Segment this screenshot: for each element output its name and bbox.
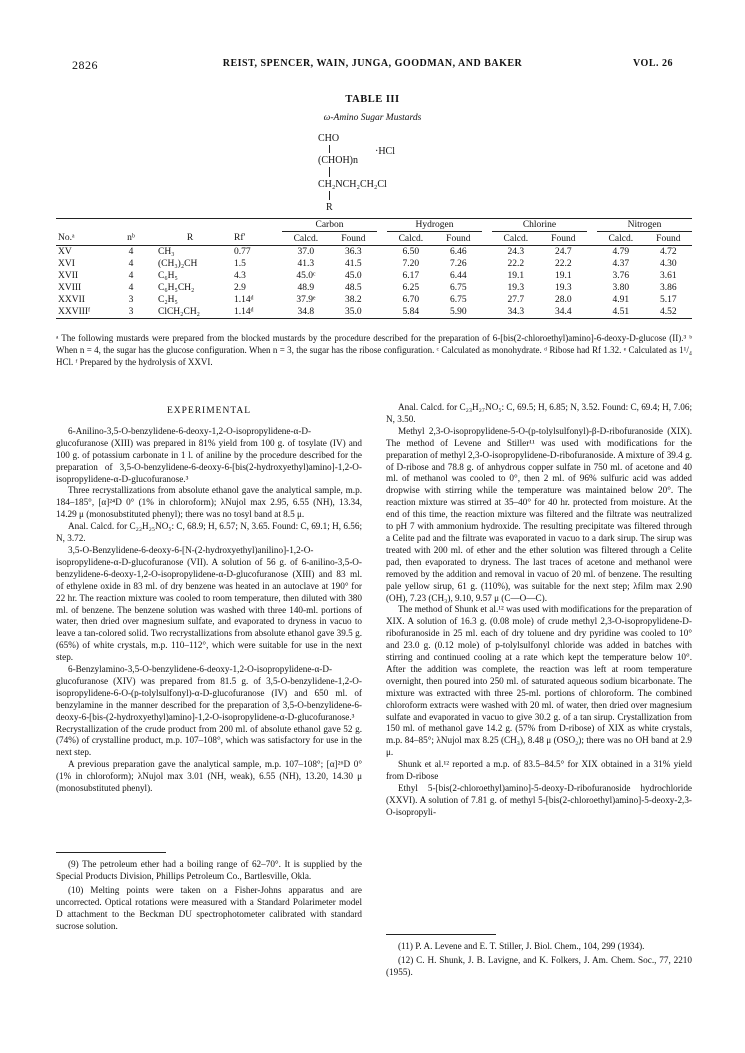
formula-bond-2	[329, 167, 330, 177]
table-body	[56, 246, 692, 319]
formula-hcl: ·HCl	[375, 146, 395, 157]
col-header-no: No.ᵃ	[56, 232, 114, 246]
col-header-cl-found: Found	[540, 232, 587, 246]
table-cell: 4.79	[612, 247, 630, 257]
table-cell: 7.20	[402, 259, 420, 269]
table-cell: 19.1	[555, 271, 572, 281]
page-number: 2826	[72, 58, 98, 72]
left-column	[56, 402, 362, 795]
table-cell: 35.0	[330, 306, 377, 319]
paragraph: 3,5-O-Benzylidene-6-deoxy-6-[N-(2-hydroxyethyl)anilino]-1,2-O-isopropylidene-α-D-glucofuranose (VII). A solution of 56 g. of 6-anilino-3,5-O-benzylidene-6-deoxy-1,2-O-isopropylidene-α-D-glucofuranose (XIII) and 83 ml. of ethylene oxide in 83 ml. of dry benzene was heated in an autoclave at 190° for 22 hr. The reaction mixture was cooled to room temperature, then diluted with 380 ml. of benzene. The benzene solution was washed with three 140-ml. portions of water, then dried over magnesium sulfate, and evaporated to dryness in vacuo to leave a tan-colored solid. Two recrystallizations from absolute ethanol gave 39.5 g. (65%) of white crystals, m.p. 110–112°, which were suitable for use in the next step.	[56, 544, 362, 663]
section-heading: EXPERIMENTAL	[166, 406, 252, 416]
table-cell: 6.75	[450, 283, 467, 293]
table-cell: 3.80	[612, 283, 630, 293]
table-cell: 4.91	[612, 295, 630, 305]
table-subtitle: ω-Amino Sugar Mustards	[323, 113, 422, 123]
table-cell: 2.9	[234, 283, 246, 293]
table-cell: 34.3	[492, 306, 540, 319]
table-cell: 6.17	[402, 271, 420, 281]
footnotes-right	[386, 940, 692, 980]
volume-label: VOL. 26	[633, 58, 673, 69]
table-cell: XVI	[58, 259, 75, 269]
table-cell: 1.14ᵈ	[232, 306, 282, 319]
col-header-c-found: Found	[330, 232, 377, 246]
table-cell: C₂H₅	[158, 295, 178, 305]
table-cell: 34.4	[540, 306, 587, 319]
table-cell: 4	[128, 259, 134, 269]
table-cell: 45.0	[345, 271, 362, 281]
group-header-carbon: Carbon	[282, 219, 377, 232]
table-cell: ClCH₂CH₂	[148, 306, 232, 319]
col-header-r: R	[148, 232, 232, 246]
table-row	[56, 282, 692, 294]
footnote: (9) The petroleum ether had a boiling range of 62–70°. It is supplied by the Special Products Division, Phillips Petroleum Co., Bartlesville, Okla.	[56, 859, 362, 881]
table-cell: 4.37	[612, 259, 630, 269]
paragraph: 6-Benzylamino-3,5-O-benzylidene-6-deoxy-1,2-O-isopropylidene-α-D-glucofuranose (XIV) was prepared from 81.5 g. of 3,5-O-benzylidene-1,2-O-isopropylidene-6-O-(p-tolylsulfonyl)-α-D-glucofuranose (IV) and 650 ml. of benzylamine in the manner described for the preparation of 3,5-O-benzylidene-6-deoxy-6-[bis-(2-hydroxyethyl)amino]-1,2-O-isopropylidene-α-D-glucofuranose.³ Recrystallization of the crude product from 200 ml. of absolute ethanol gave 52 g. (74%) of crystalline product, m.p. 107–108°, which was satisfactory for use in the next step.	[56, 664, 362, 758]
table-cell: 3	[128, 295, 134, 305]
table-cell: 4	[128, 283, 134, 293]
formula-line-1: CHO	[318, 133, 340, 144]
paragraph: Anal. Calcd. for C₂₃H₂₇NO₅: C, 69.5; H, 6.85; N, 3.52. Found: C, 69.4; H, 7.06; N, 3.50.	[386, 402, 692, 424]
table-footnote: ᵃ The following mustards were prepared from the blocked mustards by the procedure described for the preparation of 6-[bis(2-chloroethyl)amino]-6-deoxy-D-glucose (II).³ ᵇ When n = 4, the sugar has the glucose configuration. When n = 3, the sugar has the ribose configuration. ᶜ Calculated as monohydrate. ᵈ Ribose had Rf 1.32. ᵉ Calculated as 1¹/₄ HCl. ᶠ Prepared by the hydrolysis of XXVI.	[56, 333, 692, 367]
table-cell: 5.84	[387, 306, 435, 319]
table-cell: 3.76	[612, 271, 630, 281]
table-row	[56, 294, 692, 306]
paragraph: Methyl 2,3-O-isopropylidene-5-O-(p-tolylsulfonyl)-β-D-ribofuranoside (XIX). The method of Levene and Stiller¹¹ was used with modifications for the preparation of methyl 2,3-O-isopropylidene-D-ribofuranoside. A mixture of 39.4 g. of D-ribose and 78.8 g. of anhydrous copper sulfate in 750 ml. of acetone and 40 ml. of methanol was cooled to 0°, then 2 ml. of 96% sulfuric acid was added dropwise with stirring while the temperature was maintained below 20°. The reaction mixture was stirred at 35–40° for 40 hr. protected from moisture. At the end of this time, the reaction mixture was filtered and the filtrate was neutralized to pH 7 with ammonium hydroxide. The resulting precipitate was filtered through a Celite pad and the filtrate was evaporated in vacuo to a dark sirup. The sirup was treated with 200 ml. of ether and the ether solution was filtered through a Celite pad, then evaporated to dryness. The last traces of acetone and methanol were removed by the addition and removal in vacuo of 20 ml. of benzene. The resulting pale yellow sirup, 61 g. (110%), was suitable for the next step; λfilm max 2.90 (OH), 7.23 (CH₃), 9.10, 9.57 μ (C—O—C).	[386, 425, 692, 603]
footnotes-left	[56, 858, 362, 934]
table-cell: 6.70	[402, 295, 420, 305]
table-cell: 4.72	[660, 247, 677, 257]
footnote: (10) Melting points were taken on a Fisher-Johns apparatus and are uncorrected. Optical rotations were measured with a Standard Polarimeter model D attachment to the Beckman DU spectrophotometer calibrated with standard sucrose solution.	[56, 885, 362, 931]
formula-line-3: CH₂NCH₂CH₂Cl	[318, 179, 387, 190]
table-cell: 4.51	[597, 306, 645, 319]
table-title: TABLE III	[345, 94, 400, 105]
table-cell: C₆H₅	[158, 271, 178, 281]
paragraph: A previous preparation gave the analytical sample, m.p. 107–108°; [α]²⁶D 0° (1% in chloroform); λNujol max 3.01 (NH, weak), 6.55 (NH), 13.20, 14.30 μ (monosubstituted phenyl).	[56, 759, 362, 794]
table-cell: 48.5	[345, 283, 362, 293]
table-cell: 6.25	[402, 283, 420, 293]
paragraph: Anal. Calcd. for C₂₂H₂₅NO₅: C, 68.9; H, 6.57; N, 3.65. Found: C, 69.1; H, 6.56; N, 3.72.	[56, 521, 362, 544]
footnote-divider-right	[386, 934, 496, 935]
footnote-divider-left	[56, 852, 166, 853]
table-row	[56, 270, 692, 282]
table-cell: 48.9	[297, 283, 315, 293]
table-cell: 4.30	[660, 259, 677, 269]
table-cell: 6.50	[402, 247, 420, 257]
table-cell: 41.5	[345, 259, 362, 269]
table-cell: 24.7	[555, 247, 572, 257]
table-cell: 5.90	[435, 306, 482, 319]
formula-line-2: (CHOH)n	[318, 155, 358, 166]
table-cell: XVIII	[58, 283, 82, 293]
col-header-rf: Rf'	[232, 232, 282, 246]
table-cell: XXVIIIᶠ	[56, 306, 114, 319]
table-cell: 22.2	[507, 259, 525, 269]
table-cell: (CH₃)₂CH	[158, 259, 198, 269]
col-header-n-found: Found	[645, 232, 692, 246]
table-cell: 5.17	[660, 295, 677, 305]
table-cell: 3.86	[660, 283, 677, 293]
table-cell: 34.8	[282, 306, 330, 319]
table-row	[56, 306, 692, 319]
footnote: (12) C. H. Shunk, J. B. Lavigne, and K. Folkers, J. Am. Chem. Soc., 77, 2210 (1955).	[386, 955, 692, 977]
mustard-table	[56, 218, 692, 319]
formula-line-4: R	[326, 202, 333, 213]
group-header-hydrogen: Hydrogen	[387, 219, 482, 232]
table-cell: 6.44	[450, 271, 467, 281]
table-cell: 36.3	[345, 247, 362, 257]
col-header-cl-calcd: Calcd.	[492, 232, 540, 246]
table-cell: 38.2	[345, 295, 362, 305]
group-header-chlorine: Chlorine	[492, 219, 587, 232]
table-cell: 4.52	[645, 306, 692, 319]
formula-bond-3	[329, 191, 330, 200]
table-cell: 41.3	[297, 259, 315, 269]
structural-formula	[318, 131, 478, 217]
table-cell: 24.3	[507, 247, 525, 257]
table-cell: 4.3	[234, 271, 246, 281]
paragraph: Ethyl 5-[bis(2-chloroethyl)amino]-5-deoxy-D-ribofuranoside hydrochloride (XXVI). A solution of 7.81 g. of methyl 5-[bis(2-chloroethyl)amino]-5-deoxy-2,3-O-isopropyli-	[386, 783, 692, 817]
table-cell: 37.9ᵉ	[296, 295, 316, 305]
formula-bond-1	[329, 145, 330, 153]
table-cell: XXVII	[58, 295, 85, 305]
table-cell: 22.2	[555, 259, 572, 269]
table-cell: 6.46	[450, 247, 467, 257]
table-cell: C₆H₅CH₂	[158, 283, 195, 293]
table-cell: 27.7	[507, 295, 525, 305]
right-column	[386, 402, 692, 819]
table-cell: 28.0	[555, 295, 572, 305]
paragraph: 6-Anilino-3,5-O-benzylidene-6-deoxy-1,2-O-isopropylidene-α-D-glucofuranose (XIII) was prepared in 81% yield from 100 g. of tosylate (IV) and 100 g. of potassium carbonate in 1 l. of aniline by the procedure described for the preparation of 3,5-O-benzylidene-6-deoxy-6-[bis(2-hydroxyethyl)amino]-1,2-O-isopropylidene-α-D-glucofuranose.³	[56, 425, 362, 484]
table-cell: 4	[128, 271, 134, 281]
paragraph: Three recrystallizations from absolute ethanol gave the analytical sample, m.p. 184–185°, [α]²⁴D 0° (1% in chloroform); λNujol max 2.95, 6.55 (NH), 13.34, 14.29 μ (monosubstituted phenyl); there was no tosyl band at 8.5 μ.	[56, 485, 362, 520]
table-cell: 1.14ᵈ	[234, 295, 254, 305]
table-row	[56, 258, 692, 270]
group-header-nitrogen: Nitrogen	[597, 219, 692, 232]
col-header-n: nᵇ	[114, 232, 148, 246]
table-cell: 1.5	[234, 259, 246, 269]
col-header-c-calcd: Calcd.	[282, 232, 330, 246]
footnote: (11) P. A. Levene and E. T. Stiller, J. Biol. Chem., 104, 299 (1934).	[398, 941, 645, 951]
table-cell: 3.61	[660, 271, 677, 281]
table-cell: 19.1	[507, 271, 525, 281]
table-cell: 19.3	[507, 283, 525, 293]
running-header	[72, 58, 673, 74]
table-row	[56, 246, 692, 259]
table-cell: 37.0	[297, 247, 315, 257]
col-header-h-calcd: Calcd.	[387, 232, 435, 246]
table-cell: XVII	[58, 271, 79, 281]
col-header-n-calcd: Calcd.	[597, 232, 645, 246]
author-list: REIST, SPENCER, WAIN, JUNGA, GOODMAN, AND BAKER	[222, 58, 523, 69]
table-cell: 0.77	[234, 247, 251, 257]
table-cell: CH₃	[158, 247, 175, 257]
col-header-h-found: Found	[435, 232, 482, 246]
table-cell: 7.26	[450, 259, 467, 269]
table-cell: 4	[128, 247, 134, 257]
table-cell: 6.75	[450, 295, 467, 305]
table-cell: 3	[114, 306, 148, 319]
paragraph: Shunk et al.¹² reported a m.p. of 83.5–84.5° for XIX obtained in a 31% yield from D-ribose	[386, 759, 692, 782]
table-cell: 45.0ᶜ	[296, 271, 316, 281]
table-cell: XV	[58, 247, 72, 257]
table-cell: 19.3	[555, 283, 572, 293]
paragraph: The method of Shunk et al.¹² was used with modifications for the preparation of XIX. A solution of 16.3 g. (0.08 mole) of crude methyl 2,3-O-isopropylidene-D-ribofuranoside in 25 ml. each of dry toluene and dry pyridine was cooled to 10° and 23.0 g. (0.12 mole) of p-tolylsulfonyl chloride was added in batches with stirring and continued cooling at a rate which kept the temperature below 10°. After the addition was complete, the reaction was left at room temperature overnight, then poured into 250 ml. of saturated aqueous sodium bicarbonate. The mixture was extracted with three 25-ml. portions of chloroform. The combined chloroform extracts were washed with 20 ml. of water, then dried over magnesium sulfate and evaporated in vacuo to give 30.2 g. of a tan sirup. Crystallization from 150 ml. of methanol gave 14.2 g. (57% from D-ribose) of XIX as white crystals, m.p. 84–85°; λNujol max 8.25 (CH₃), 8.48 μ (OSO₂); there was no OH band at 2.9 μ.	[386, 604, 692, 758]
